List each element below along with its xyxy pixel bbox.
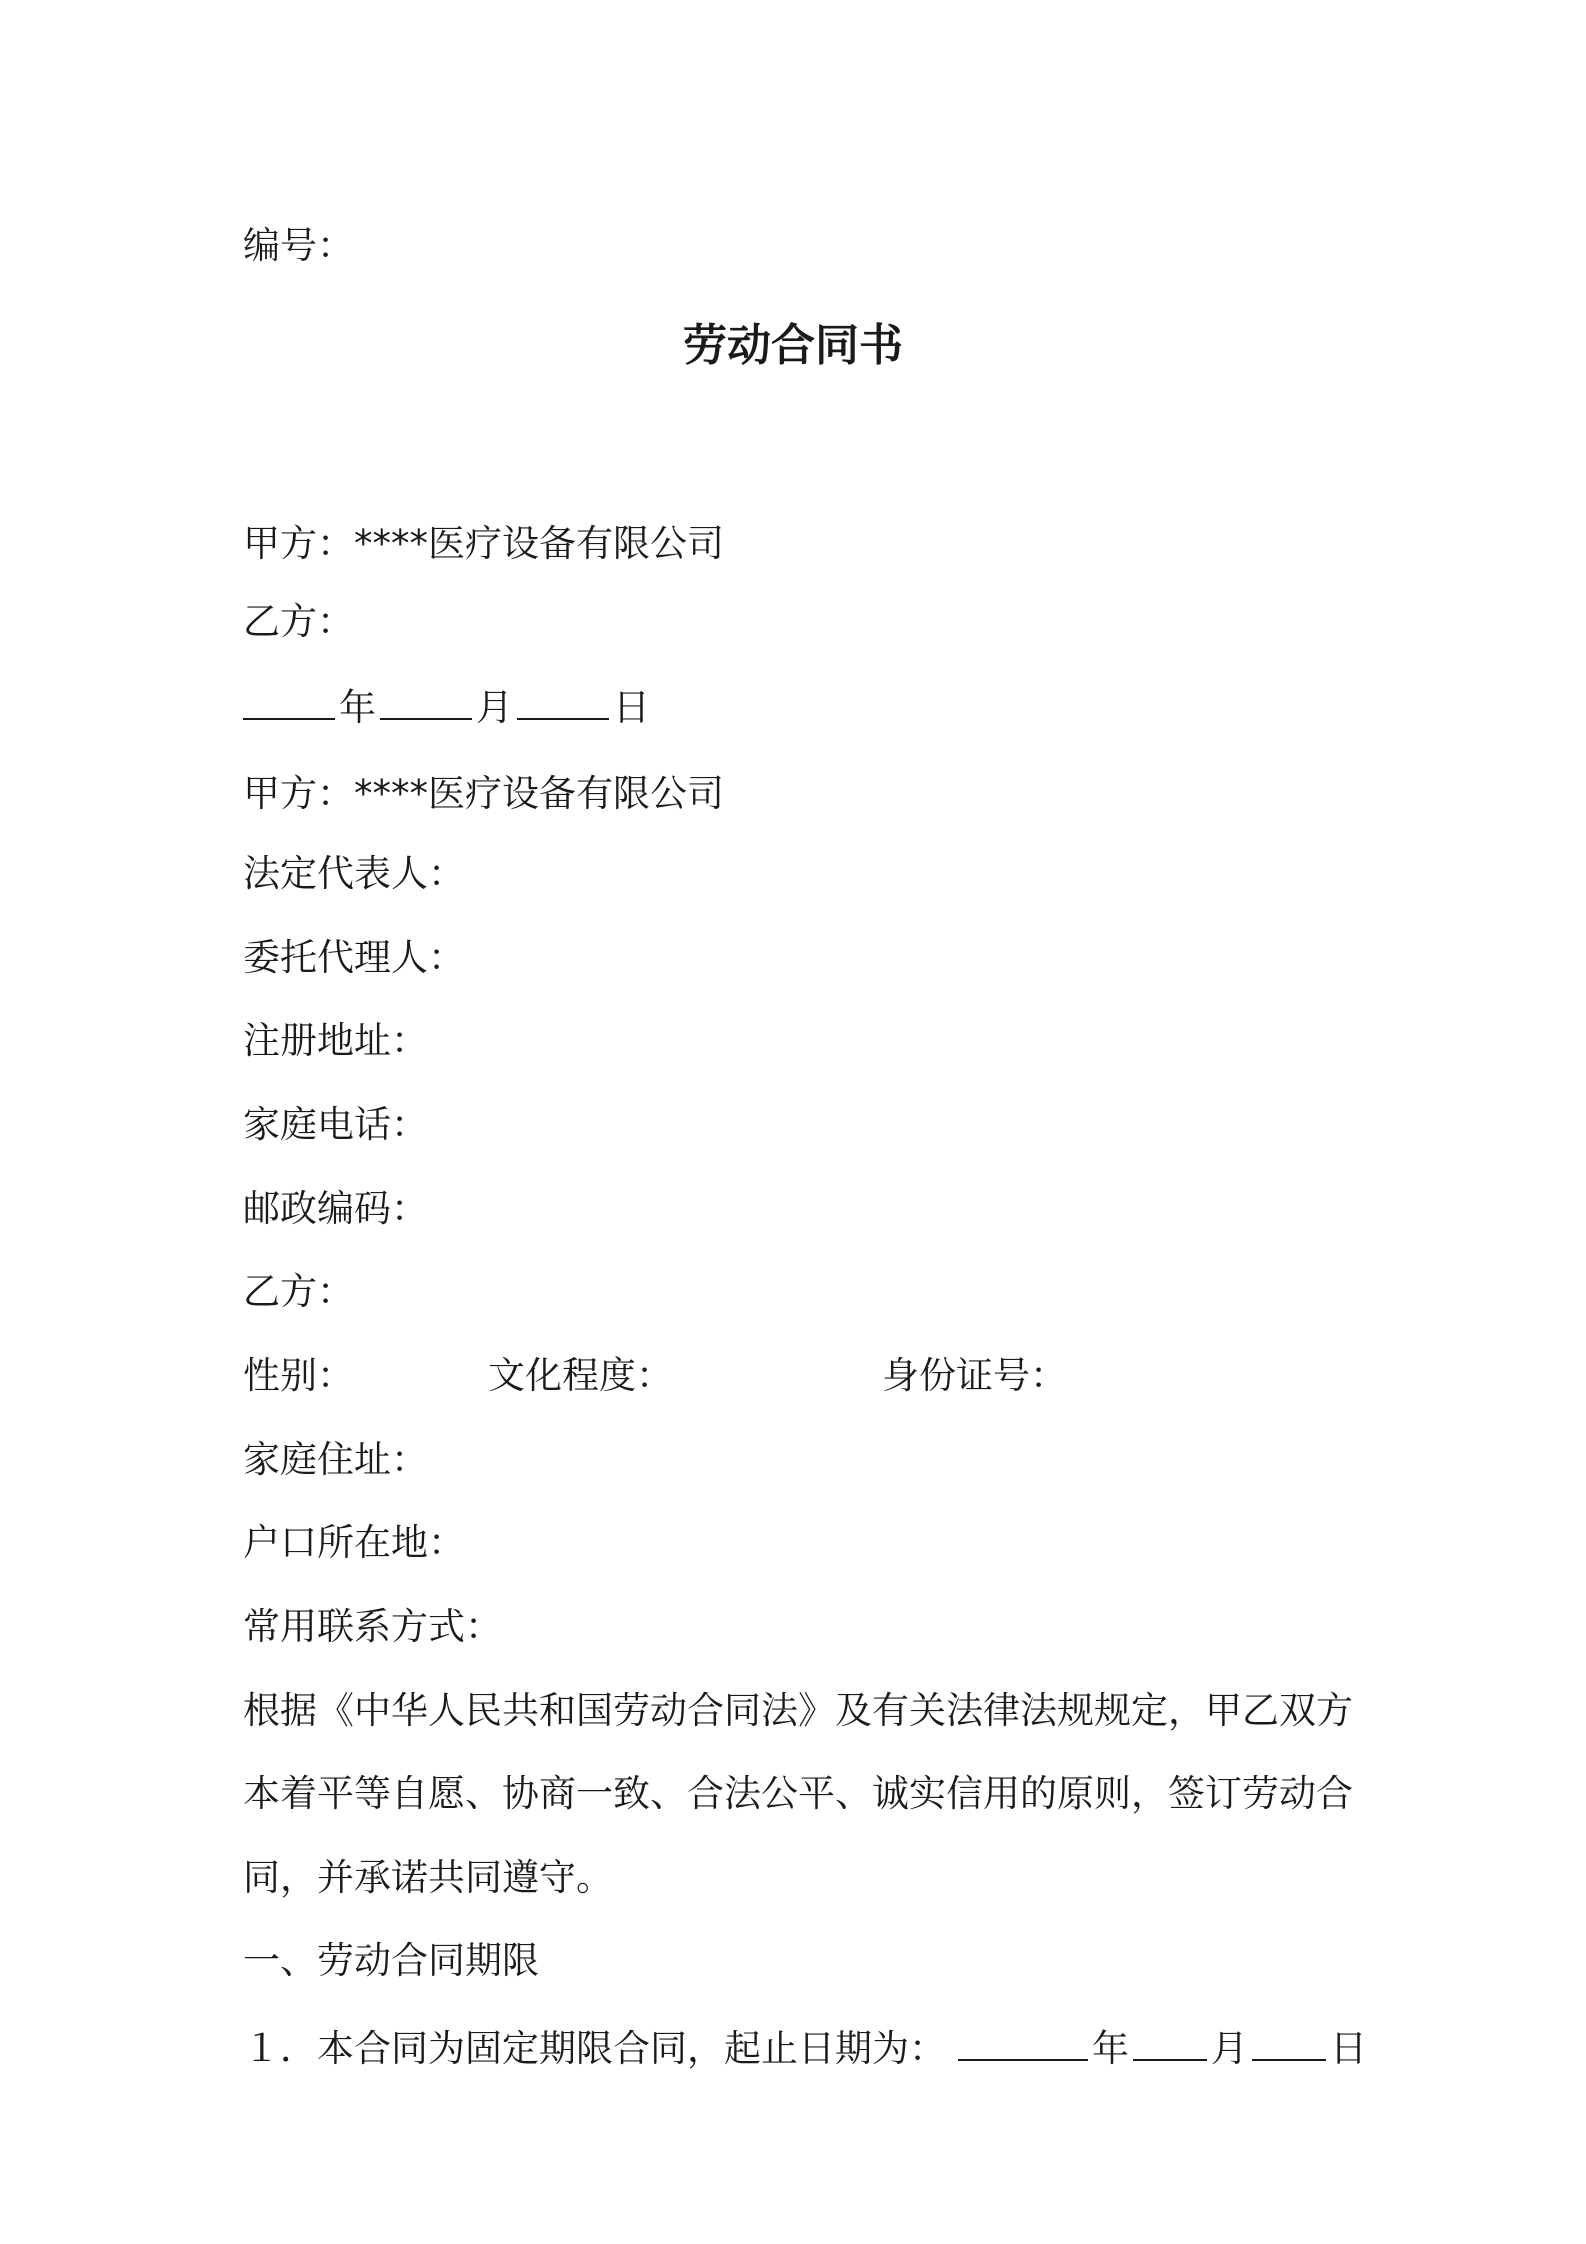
cover-date — [243, 680, 650, 732]
gender-field: 性别： — [243, 1354, 354, 1397]
year-label: 年 — [339, 686, 376, 729]
section-1-item-1 — [243, 2021, 1367, 2073]
preamble-line-2: 本着平等自愿、协商一致、合法公平、诚实信用的原则，签订劳动合 — [243, 1772, 1353, 1815]
home-address-field: 家庭住址： — [243, 1438, 428, 1481]
month-label: 月 — [476, 686, 513, 729]
party-a-name: 甲方：****医疗设备有限公司 — [243, 772, 724, 815]
item-1-text: １．本合同为固定期限合同，起止日期为： — [243, 2027, 946, 2070]
start-day-blank[interactable] — [1252, 2021, 1326, 2061]
cover-party-a: 甲方：****医疗设备有限公司 — [243, 522, 724, 565]
cover-party-b: 乙方： — [243, 600, 354, 643]
day-blank[interactable] — [517, 680, 609, 720]
page-title: 劳动合同书 — [683, 320, 903, 371]
start-year-blank[interactable] — [958, 2021, 1088, 2061]
home-phone-field: 家庭电话： — [243, 1103, 428, 1146]
postcode-field: 邮政编码： — [243, 1187, 428, 1230]
id-number-field: 身份证号： — [882, 1354, 1067, 1397]
party-b-label: 乙方： — [243, 1270, 354, 1313]
year-blank[interactable] — [243, 680, 335, 720]
hukou-field: 户口所在地： — [243, 1521, 465, 1564]
education-field: 文化程度： — [488, 1354, 673, 1397]
month-blank[interactable] — [380, 680, 472, 720]
start-month-label: 月 — [1211, 2027, 1248, 2070]
registered-address-field: 注册地址： — [243, 1019, 428, 1062]
preamble-line-3: 同，并承诺共同遵守。 — [243, 1856, 613, 1899]
start-day-label: 日 — [1330, 2027, 1367, 2070]
start-month-blank[interactable] — [1133, 2021, 1207, 2061]
section-1-heading: 一、劳动合同期限 — [243, 1939, 539, 1982]
day-label: 日 — [613, 686, 650, 729]
contract-number-label: 编号： — [243, 224, 354, 267]
start-year-label: 年 — [1092, 2027, 1129, 2070]
contact-field: 常用联系方式： — [243, 1605, 502, 1648]
agent-field: 委托代理人： — [243, 936, 465, 979]
preamble-line-1: 根据《中华人民共和国劳动合同法》及有关法律法规规定，甲乙双方 — [243, 1689, 1353, 1732]
legal-rep-field: 法定代表人： — [243, 852, 465, 895]
